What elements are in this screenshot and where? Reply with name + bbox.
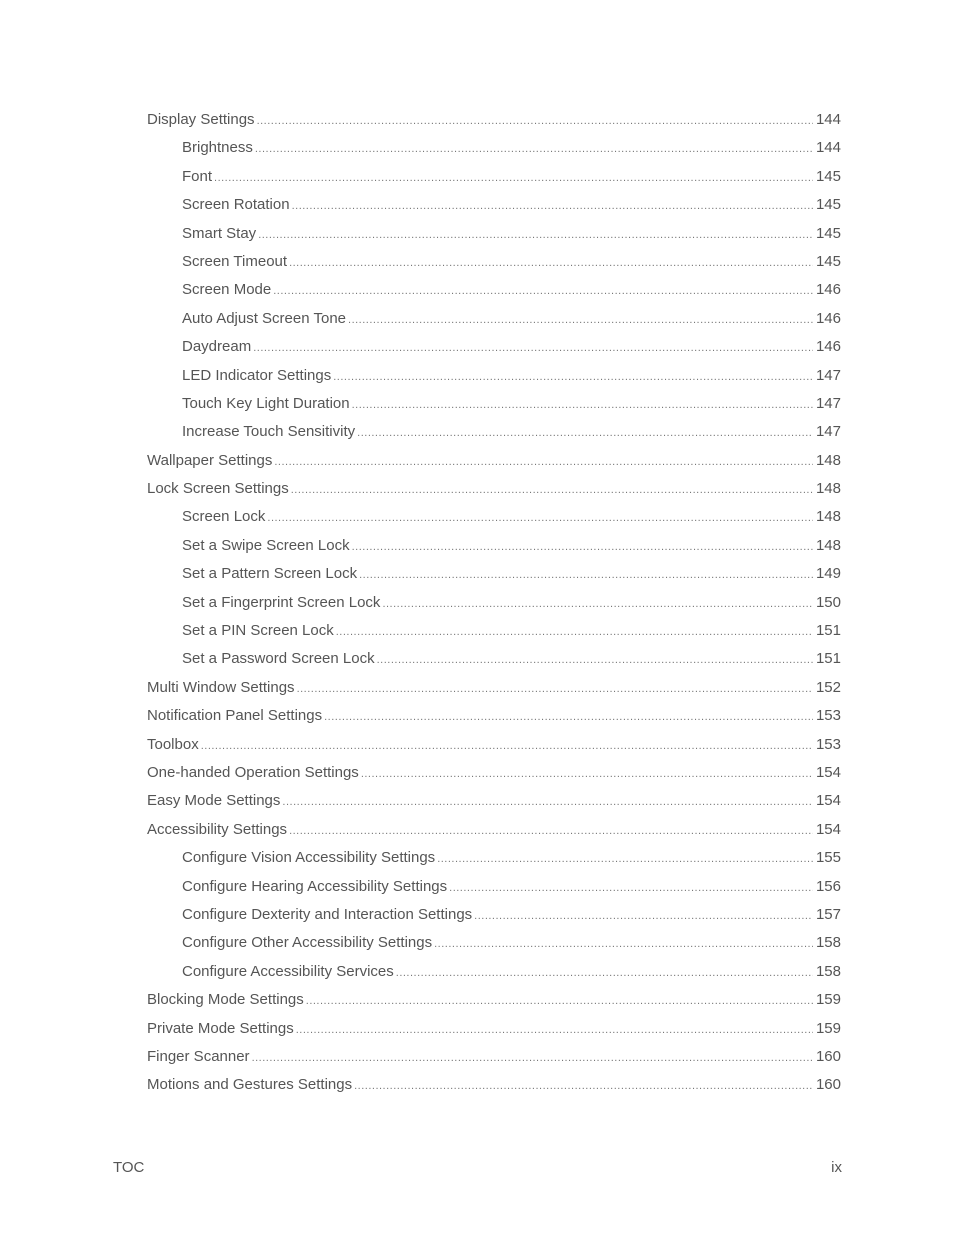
toc-dot-leader bbox=[257, 110, 813, 132]
toc-entry-title[interactable]: Configure Other Accessibility Settings bbox=[182, 934, 433, 952]
toc-dot-leader bbox=[336, 621, 813, 643]
toc-entry[interactable] bbox=[147, 876, 841, 904]
toc-entry-title[interactable]: Screen Timeout bbox=[182, 252, 288, 270]
toc-entry[interactable] bbox=[147, 336, 841, 364]
toc-entry-page-number[interactable]: 146 bbox=[815, 281, 841, 299]
toc-dot-leader bbox=[214, 167, 813, 189]
toc-entry[interactable] bbox=[147, 365, 841, 393]
toc-dot-leader bbox=[437, 848, 813, 870]
toc-entry-page-number[interactable]: 146 bbox=[815, 309, 841, 327]
toc-entry-page-number[interactable]: 145 bbox=[815, 196, 841, 214]
toc-dot-leader bbox=[354, 1075, 813, 1097]
toc-entry-title[interactable]: Set a Pattern Screen Lock bbox=[182, 565, 358, 583]
toc-entry-page-number[interactable]: 147 bbox=[815, 423, 841, 441]
toc-entry-title[interactable]: LED Indicator Settings bbox=[182, 366, 332, 384]
toc-entry-page-number[interactable]: 158 bbox=[815, 934, 841, 952]
toc-entry-title[interactable]: Configure Dexterity and Interaction Settings bbox=[182, 905, 473, 923]
toc-entry-page-number[interactable]: 154 bbox=[815, 820, 841, 838]
toc-entry-title[interactable]: Increase Touch Sensitivity bbox=[182, 423, 356, 441]
toc-dot-leader bbox=[291, 479, 813, 501]
toc-entry[interactable] bbox=[147, 166, 841, 194]
toc-entry-page-number[interactable]: 146 bbox=[815, 338, 841, 356]
toc-entry-title[interactable]: Blocking Mode Settings bbox=[147, 991, 304, 1009]
toc-entry-title[interactable]: Wallpaper Settings bbox=[147, 451, 273, 469]
toc-entry-title[interactable]: Lock Screen Settings bbox=[147, 480, 289, 498]
toc-entry[interactable] bbox=[147, 109, 841, 137]
toc-entry-title[interactable]: Font bbox=[182, 167, 213, 185]
toc-dot-leader bbox=[352, 394, 813, 416]
toc-entry[interactable] bbox=[147, 705, 841, 733]
toc-entry-page-number[interactable]: 148 bbox=[815, 451, 841, 469]
toc-dot-leader bbox=[396, 962, 813, 984]
toc-dot-leader bbox=[297, 678, 813, 700]
toc-entry-page-number[interactable]: 148 bbox=[815, 536, 841, 554]
toc-entry-page-number[interactable]: 144 bbox=[815, 111, 841, 128]
toc-dot-leader bbox=[377, 649, 813, 671]
toc-entry-title[interactable]: Display Settings bbox=[147, 111, 255, 128]
toc-entry-page-number[interactable]: 148 bbox=[815, 480, 841, 498]
toc-entry[interactable] bbox=[147, 308, 841, 336]
toc-dot-leader bbox=[357, 422, 813, 444]
toc-entry-title[interactable]: Configure Vision Accessibility Settings bbox=[182, 849, 436, 867]
toc-entry[interactable] bbox=[147, 904, 841, 932]
toc-dot-leader bbox=[361, 763, 813, 785]
toc-dot-leader bbox=[352, 536, 813, 558]
toc-entry-title[interactable]: Screen Mode bbox=[182, 281, 272, 299]
toc-entry[interactable] bbox=[147, 790, 841, 818]
toc-entry[interactable] bbox=[147, 1046, 841, 1074]
toc-entry-title[interactable]: Smart Stay bbox=[182, 224, 257, 242]
toc-entry-page-number[interactable]: 155 bbox=[815, 849, 841, 867]
toc-entry[interactable] bbox=[147, 478, 841, 506]
toc-entry-page-number[interactable]: 154 bbox=[815, 763, 841, 781]
toc-dot-leader bbox=[348, 309, 813, 331]
toc-entry[interactable] bbox=[147, 1074, 841, 1102]
toc-entry[interactable] bbox=[147, 137, 841, 165]
toc-entry-title[interactable]: Motions and Gestures Settings bbox=[147, 1076, 353, 1094]
toc-entry[interactable] bbox=[147, 393, 841, 421]
toc-dot-leader bbox=[201, 735, 813, 757]
toc-entry-title[interactable]: Notification Panel Settings bbox=[147, 707, 323, 725]
toc-dot-leader bbox=[324, 706, 813, 728]
toc-entry-title[interactable]: One-handed Operation Settings bbox=[147, 763, 359, 781]
toc-dot-leader bbox=[253, 337, 813, 359]
toc-entry[interactable] bbox=[147, 279, 841, 307]
toc-entry-page-number[interactable]: 147 bbox=[815, 394, 841, 412]
toc-entry-title[interactable]: Multi Window Settings bbox=[147, 678, 295, 696]
toc-entry[interactable] bbox=[147, 563, 841, 591]
toc-dot-leader bbox=[306, 990, 813, 1012]
toc-entry-page-number[interactable]: 151 bbox=[815, 622, 841, 640]
toc-entry-page-number[interactable]: 144 bbox=[815, 139, 841, 157]
toc-dot-leader bbox=[382, 593, 813, 615]
toc-entry[interactable] bbox=[147, 535, 841, 563]
toc-entry[interactable] bbox=[147, 506, 841, 534]
toc-dot-leader bbox=[252, 1047, 813, 1069]
toc-dot-leader bbox=[273, 280, 813, 302]
toc-dot-leader bbox=[289, 820, 813, 842]
toc-entry-title[interactable]: Easy Mode Settings bbox=[147, 792, 281, 810]
toc-dot-leader bbox=[289, 252, 813, 274]
toc-entry-page-number[interactable]: 156 bbox=[815, 877, 841, 895]
toc-entry-page-number[interactable]: 152 bbox=[815, 678, 841, 696]
toc-entry-page-number[interactable]: 160 bbox=[815, 1076, 841, 1094]
toc-entry-title[interactable]: Daydream bbox=[182, 338, 252, 356]
toc-entry-title[interactable]: Configure Accessibility Services bbox=[182, 962, 394, 980]
toc-entry-title[interactable]: Screen Rotation bbox=[182, 196, 290, 214]
toc-entry-page-number[interactable]: 145 bbox=[815, 224, 841, 242]
toc-entry[interactable] bbox=[147, 450, 841, 478]
toc-entry-page-number[interactable]: 157 bbox=[815, 905, 841, 923]
toc-entry[interactable] bbox=[147, 677, 841, 705]
toc-entry-title[interactable]: Touch Key Light Duration bbox=[182, 394, 350, 412]
toc-entry-page-number[interactable]: 153 bbox=[815, 735, 841, 753]
table-of-contents bbox=[147, 109, 841, 1103]
toc-entry-title[interactable]: Set a Password Screen Lock bbox=[182, 650, 375, 668]
toc-entry-title[interactable]: Set a PIN Screen Lock bbox=[182, 622, 334, 640]
toc-entry[interactable] bbox=[147, 989, 841, 1017]
toc-dot-leader bbox=[434, 933, 813, 955]
toc-dot-leader bbox=[474, 905, 813, 927]
toc-entry[interactable] bbox=[147, 421, 841, 449]
toc-entry-page-number[interactable]: 160 bbox=[815, 1047, 841, 1065]
toc-entry-title[interactable]: Finger Scanner bbox=[147, 1047, 250, 1065]
toc-entry-title[interactable]: Brightness bbox=[182, 139, 253, 157]
toc-entry-page-number[interactable]: 149 bbox=[815, 565, 841, 583]
footer-section-label: TOC bbox=[113, 1159, 145, 1176]
toc-entry-title[interactable]: Toolbox bbox=[147, 735, 199, 753]
toc-dot-leader bbox=[292, 195, 813, 217]
toc-dot-leader bbox=[267, 507, 813, 529]
toc-entry-page-number[interactable]: 147 bbox=[815, 366, 841, 384]
toc-entry-title[interactable]: Configure Hearing Accessibility Settings bbox=[182, 877, 448, 895]
toc-entry-title[interactable]: Auto Adjust Screen Tone bbox=[182, 309, 347, 327]
toc-entry-title[interactable]: Set a Swipe Screen Lock bbox=[182, 536, 350, 554]
toc-dot-leader bbox=[359, 564, 813, 586]
toc-entry[interactable] bbox=[147, 734, 841, 762]
toc-entry-page-number[interactable]: 145 bbox=[815, 167, 841, 185]
toc-entry[interactable] bbox=[147, 223, 841, 251]
toc-entry-title[interactable]: Accessibility Settings bbox=[147, 820, 288, 838]
toc-entry[interactable] bbox=[147, 847, 841, 875]
toc-entry-page-number[interactable]: 153 bbox=[815, 707, 841, 725]
toc-entry[interactable] bbox=[147, 1018, 841, 1046]
toc-dot-leader bbox=[449, 877, 813, 899]
toc-dot-leader bbox=[282, 791, 813, 813]
toc-dot-leader bbox=[255, 138, 813, 160]
toc-entry-page-number[interactable]: 145 bbox=[815, 252, 841, 270]
toc-entry[interactable] bbox=[147, 648, 841, 676]
toc-entry[interactable] bbox=[147, 762, 841, 790]
toc-entry-title[interactable]: Private Mode Settings bbox=[147, 1019, 294, 1037]
toc-dot-leader bbox=[296, 1019, 813, 1041]
toc-entry-page-number[interactable]: 154 bbox=[815, 792, 841, 810]
toc-entry-page-number[interactable]: 159 bbox=[815, 991, 841, 1009]
toc-dot-leader bbox=[274, 451, 813, 473]
toc-entry[interactable] bbox=[147, 194, 841, 222]
toc-entry-title[interactable]: Set a Fingerprint Screen Lock bbox=[182, 593, 381, 611]
toc-dot-leader bbox=[258, 224, 813, 246]
toc-entry-page-number[interactable]: 150 bbox=[815, 593, 841, 611]
toc-entry[interactable] bbox=[147, 251, 841, 279]
toc-entry-page-number[interactable]: 158 bbox=[815, 962, 841, 980]
toc-entry-page-number[interactable]: 159 bbox=[815, 1019, 841, 1037]
toc-dot-leader bbox=[333, 366, 813, 388]
footer-page-number: ix bbox=[831, 1159, 842, 1176]
toc-entry[interactable] bbox=[147, 620, 841, 648]
toc-entry-title[interactable]: Screen Lock bbox=[182, 508, 266, 526]
toc-entry[interactable] bbox=[147, 592, 841, 620]
toc-entry[interactable] bbox=[147, 961, 841, 989]
toc-entry-page-number[interactable]: 148 bbox=[815, 508, 841, 526]
toc-entry[interactable] bbox=[147, 932, 841, 960]
toc-entry[interactable] bbox=[147, 819, 841, 847]
toc-entry-page-number[interactable]: 151 bbox=[815, 650, 841, 668]
